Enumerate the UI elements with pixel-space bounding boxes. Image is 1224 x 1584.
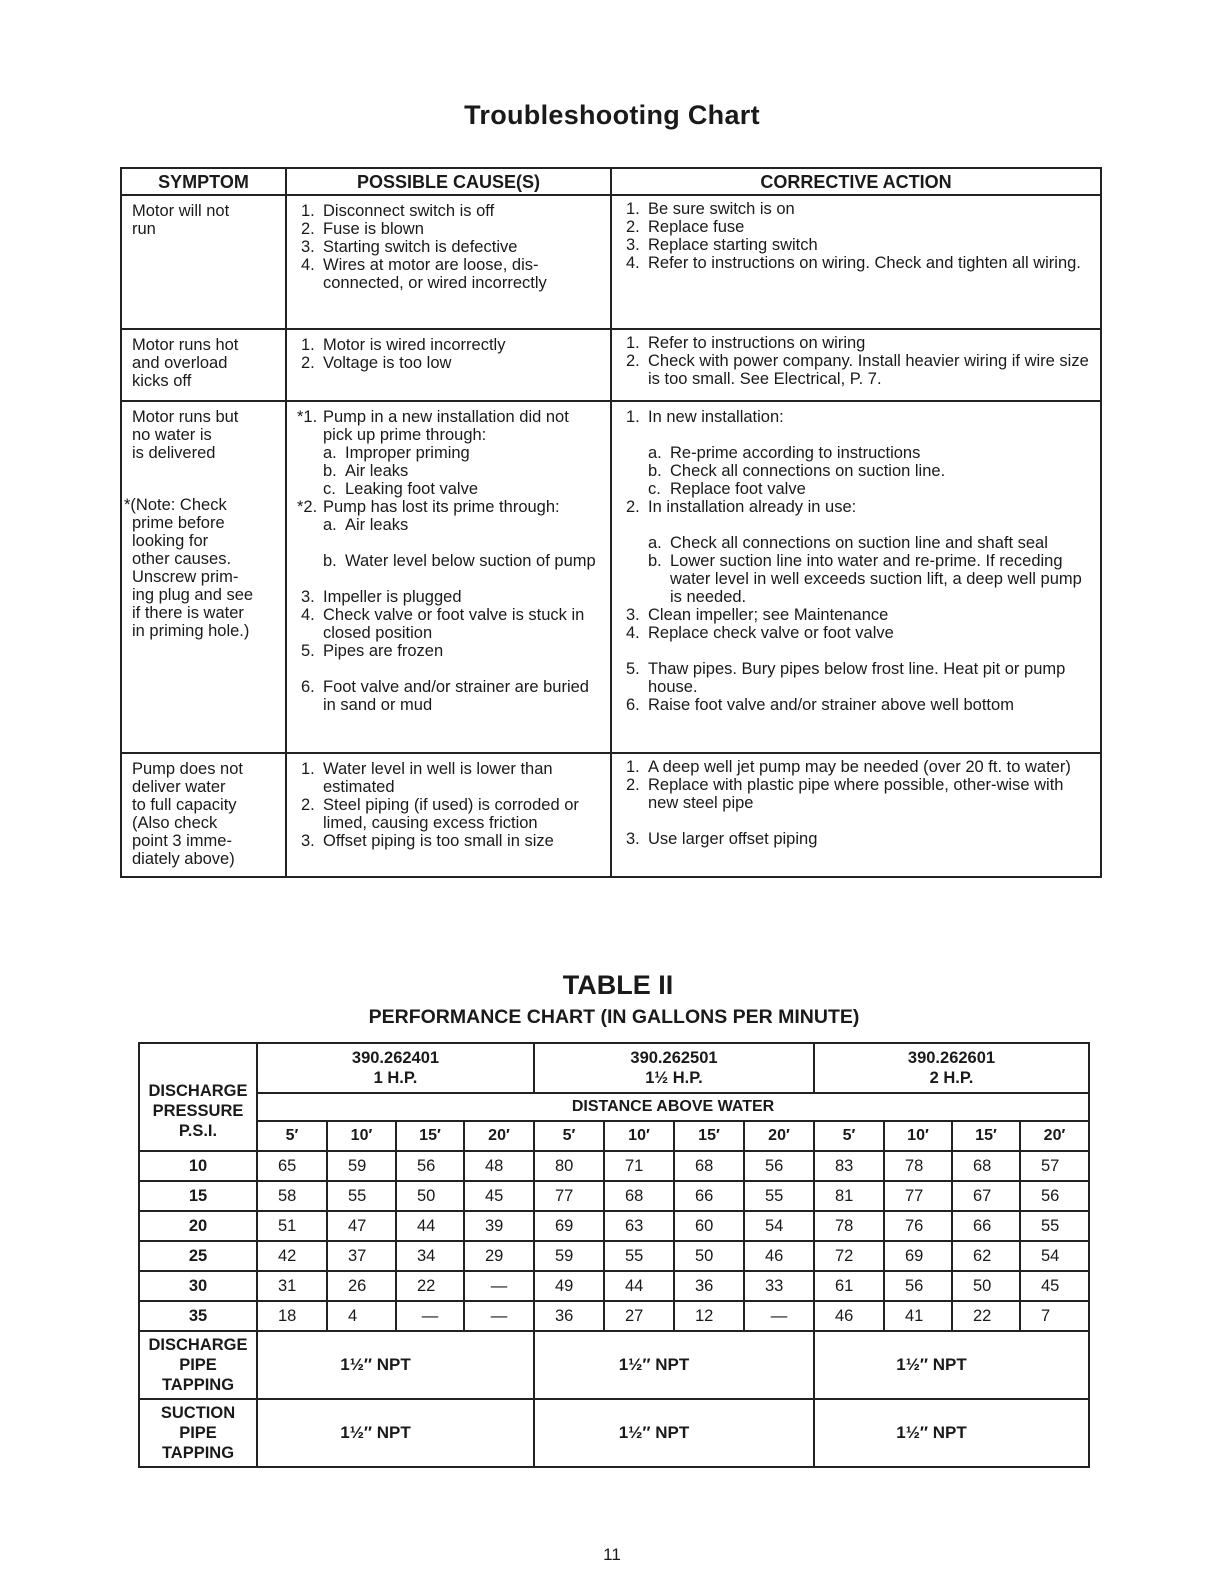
item-text: Replace fuse xyxy=(648,218,745,236)
distance-header: 15′ xyxy=(952,1121,1020,1151)
list-item xyxy=(626,200,1092,218)
distance-row xyxy=(139,1121,1089,1151)
gpm-cell: 59 xyxy=(534,1241,604,1271)
distance-label-row xyxy=(139,1093,1089,1121)
distance-header: 20′ xyxy=(744,1121,814,1151)
table-row xyxy=(121,195,1101,329)
suction-tapping-row-label xyxy=(139,1399,257,1467)
model-number: 390.262401 xyxy=(351,1049,440,1067)
gpm-cell: 68 xyxy=(674,1151,744,1181)
gpm-cell: 34 xyxy=(396,1241,464,1271)
item-number: 1. xyxy=(301,202,315,220)
note xyxy=(124,496,277,640)
symptom-cell xyxy=(121,753,286,877)
item-number: 5. xyxy=(301,642,315,660)
actions-cell xyxy=(611,753,1101,877)
table-row xyxy=(139,1271,1089,1301)
item-text: Replace foot valve xyxy=(670,480,806,498)
header-actions: CORRECTIVE ACTION xyxy=(611,168,1101,195)
note-line: ing plug and see xyxy=(132,586,254,604)
list-item xyxy=(626,606,1092,624)
item-number: 1. xyxy=(626,758,640,776)
item-letter: c. xyxy=(648,480,661,498)
item-number: 3. xyxy=(626,830,640,848)
list-item xyxy=(301,354,602,372)
gpm-cell: 41 xyxy=(884,1301,952,1331)
symptom-line: to full capacity xyxy=(132,796,237,814)
page-number: 11 xyxy=(603,1545,621,1564)
gpm-cell: 56 xyxy=(1020,1181,1089,1211)
symptom-line: Motor runs but xyxy=(132,408,239,426)
list-item xyxy=(301,238,602,256)
item-text: Check all connections on suction line and shaft seal xyxy=(670,534,1048,552)
distance-header: 15′ xyxy=(396,1121,464,1151)
model-hp: 2 H.P. xyxy=(929,1069,974,1087)
item-text: Refer to instructions on wiring xyxy=(648,334,866,352)
tapping-size: 1½″ NPT xyxy=(257,1399,534,1467)
gpm-cell: 42 xyxy=(257,1241,327,1271)
item-text: Replace starting switch xyxy=(648,236,818,254)
item-text: In new installation: xyxy=(648,408,784,426)
gpm-cell: 51 xyxy=(257,1211,327,1241)
model-header-row xyxy=(139,1043,1089,1093)
item-number: 1. xyxy=(626,334,640,352)
symptom-line: run xyxy=(132,220,156,238)
gpm-cell: 12 xyxy=(674,1301,744,1331)
tapping-size: 1½″ NPT xyxy=(814,1331,1089,1399)
item-number: 3. xyxy=(626,236,640,254)
distance-header: 10′ xyxy=(327,1121,396,1151)
list-item xyxy=(297,588,602,606)
distance-header: 10′ xyxy=(884,1121,952,1151)
gpm-cell: 29 xyxy=(464,1241,534,1271)
gpm-cell: 77 xyxy=(534,1181,604,1211)
item-text: Refer to instructions on wiring. Check and tighten all wiring. xyxy=(648,254,1081,272)
gpm-cell: 46 xyxy=(814,1301,884,1331)
gpm-cell: 36 xyxy=(674,1271,744,1301)
gpm-cell: — xyxy=(744,1301,814,1331)
label-line: TAPPING xyxy=(161,1376,235,1394)
distance-header: 15′ xyxy=(674,1121,744,1151)
table-row xyxy=(139,1151,1089,1181)
gpm-cell: 31 xyxy=(257,1271,327,1301)
item-text: Use larger offset piping xyxy=(648,830,818,848)
model-header xyxy=(534,1043,814,1093)
symptom-line: is delivered xyxy=(132,444,216,462)
tapping-size: 1½″ NPT xyxy=(257,1331,534,1399)
gpm-cell: 22 xyxy=(396,1271,464,1301)
symptom-cell xyxy=(121,401,286,753)
gpm-cell: 54 xyxy=(1020,1241,1089,1271)
gpm-cell: — xyxy=(464,1271,534,1301)
table-row xyxy=(139,1241,1089,1271)
item-text: Voltage is too low xyxy=(323,354,452,372)
list-item xyxy=(301,832,602,850)
label-line: TAPPING xyxy=(161,1444,235,1462)
distance-header: 5′ xyxy=(257,1121,327,1151)
gpm-cell: 44 xyxy=(604,1271,674,1301)
list-item xyxy=(301,256,602,292)
gpm-cell: 56 xyxy=(884,1271,952,1301)
item-letter: a. xyxy=(648,444,662,462)
gpm-cell: 44 xyxy=(396,1211,464,1241)
item-text: Check valve or foot valve is stuck in closed position xyxy=(323,606,585,642)
gpm-cell: 81 xyxy=(814,1181,884,1211)
symptom-line: diately above) xyxy=(132,850,235,868)
item-number: 4. xyxy=(626,624,640,642)
note-line: Unscrew prim- xyxy=(132,568,239,586)
psi-cell: 25 xyxy=(139,1241,257,1271)
gpm-cell: 58 xyxy=(257,1181,327,1211)
item-number: 6. xyxy=(626,696,640,714)
item-text: Offset piping is too small in size xyxy=(323,832,554,850)
item-text: Pump in a new installation did not pick up prime through: xyxy=(323,408,569,444)
list-item xyxy=(626,408,1092,426)
table-header-row xyxy=(121,168,1101,195)
item-text: A deep well jet pump may be needed (over 20 ft. to water) xyxy=(648,758,1071,776)
list-item xyxy=(626,624,1092,642)
gpm-cell: 66 xyxy=(674,1181,744,1211)
item-text: Disconnect switch is off xyxy=(323,202,495,220)
suction-tapping-row xyxy=(139,1399,1089,1467)
distance-header: 20′ xyxy=(1020,1121,1089,1151)
gpm-cell: 48 xyxy=(464,1151,534,1181)
item-text: Water level in well is lower than estimated xyxy=(323,760,553,796)
item-text: Air leaks xyxy=(345,462,409,480)
gpm-cell: 63 xyxy=(604,1211,674,1241)
list-item xyxy=(626,660,1092,696)
header-symptom: SYMPTOM xyxy=(121,168,286,195)
sub-item xyxy=(297,480,602,498)
symptom-line: Motor runs hot xyxy=(132,336,239,354)
item-number: 2. xyxy=(301,354,315,372)
model-hp: 1 H.P. xyxy=(373,1069,418,1087)
distance-label: DISTANCE ABOVE WATER xyxy=(257,1093,1089,1121)
item-number: 1. xyxy=(301,760,315,778)
model-hp: 1½ H.P. xyxy=(645,1069,703,1087)
sub-item xyxy=(297,444,602,462)
item-number: *1. xyxy=(297,408,318,426)
item-number: 4. xyxy=(301,606,315,624)
item-letter: b. xyxy=(648,462,662,480)
symptom-line: deliver water xyxy=(132,778,226,796)
causes-cell xyxy=(286,329,611,401)
symptom-line: (Also check xyxy=(132,814,218,832)
gpm-cell: 46 xyxy=(744,1241,814,1271)
gpm-cell: — xyxy=(464,1301,534,1331)
psi-cell: 15 xyxy=(139,1181,257,1211)
item-text: Fuse is blown xyxy=(323,220,424,238)
item-letter: a. xyxy=(323,444,337,462)
sub-item xyxy=(626,444,1092,462)
item-number: 4. xyxy=(301,256,315,274)
note-line: *(Note: Check xyxy=(124,496,227,514)
symptom-line: point 3 imme- xyxy=(132,832,232,850)
gpm-cell: 37 xyxy=(327,1241,396,1271)
item-letter: c. xyxy=(323,480,336,498)
gpm-cell: 76 xyxy=(884,1211,952,1241)
list-item xyxy=(297,606,602,642)
item-number: 1. xyxy=(301,336,315,354)
item-number: 2. xyxy=(626,352,640,370)
list-item xyxy=(301,796,602,832)
item-number: 2. xyxy=(301,220,315,238)
gpm-cell: 50 xyxy=(674,1241,744,1271)
pressure-label-line: P.S.I. xyxy=(178,1122,218,1140)
list-item xyxy=(626,218,1092,236)
symptom-cell xyxy=(121,195,286,329)
item-text: Impeller is plugged xyxy=(323,588,462,606)
gpm-cell: 22 xyxy=(952,1301,1020,1331)
gpm-cell: 49 xyxy=(534,1271,604,1301)
model-number: 390.262601 xyxy=(907,1049,996,1067)
causes-cell xyxy=(286,401,611,753)
item-text: Check with power company. Install heavier wiring if wire size is too small. See Electrical, P. 7. xyxy=(648,352,1089,388)
symptom-line: and overload xyxy=(132,354,228,372)
item-number: 2. xyxy=(626,218,640,236)
model-number: 390.262501 xyxy=(630,1049,718,1067)
list-item xyxy=(301,202,602,220)
gpm-cell: — xyxy=(396,1301,464,1331)
item-text: Check all connections on suction line. xyxy=(670,462,946,480)
note-line: if there is water xyxy=(132,604,244,622)
symptom-line: kicks off xyxy=(132,372,192,390)
gpm-cell: 67 xyxy=(952,1181,1020,1211)
item-text: In installation already in use: xyxy=(648,498,857,516)
gpm-cell: 45 xyxy=(1020,1271,1089,1301)
gpm-cell: 68 xyxy=(604,1181,674,1211)
list-item xyxy=(301,760,602,796)
item-text: Raise foot valve and/or strainer above well bottom xyxy=(648,696,1014,714)
gpm-cell: 55 xyxy=(604,1241,674,1271)
gpm-cell: 78 xyxy=(814,1211,884,1241)
performance-table xyxy=(138,1042,1090,1468)
note-line: in priming hole.) xyxy=(132,622,250,640)
note-line: looking for xyxy=(132,532,209,550)
list-item xyxy=(626,830,1092,848)
list-item xyxy=(626,254,1092,272)
item-number: 1. xyxy=(626,408,640,426)
table-row xyxy=(121,329,1101,401)
gpm-cell: 62 xyxy=(952,1241,1020,1271)
gpm-cell: 55 xyxy=(327,1181,396,1211)
pressure-label-line: DISCHARGE xyxy=(148,1082,248,1100)
table2-title: TABLE II xyxy=(562,970,674,1000)
discharge-tapping-row xyxy=(139,1331,1089,1399)
gpm-cell: 55 xyxy=(1020,1211,1089,1241)
table-row xyxy=(139,1301,1089,1331)
sub-item xyxy=(297,552,602,570)
gpm-cell: 56 xyxy=(396,1151,464,1181)
item-number: 2. xyxy=(626,498,640,516)
distance-header: 5′ xyxy=(814,1121,884,1151)
actions-cell xyxy=(611,401,1101,753)
gpm-cell: 27 xyxy=(604,1301,674,1331)
model-header xyxy=(257,1043,534,1093)
actions-cell xyxy=(611,329,1101,401)
item-text: Re-prime according to instructions xyxy=(670,444,921,462)
item-letter: a. xyxy=(648,534,662,552)
gpm-cell: 69 xyxy=(534,1211,604,1241)
item-text: Be sure switch is on xyxy=(648,200,795,218)
distance-header: 20′ xyxy=(464,1121,534,1151)
sub-item xyxy=(626,462,1092,480)
item-text: Water level below suction of pump xyxy=(345,552,596,570)
troubleshooting-table xyxy=(120,167,1102,878)
gpm-cell: 69 xyxy=(884,1241,952,1271)
psi-cell: 10 xyxy=(139,1151,257,1181)
sub-item xyxy=(626,552,1092,606)
distance-header: 10′ xyxy=(604,1121,674,1151)
gpm-cell: 55 xyxy=(744,1181,814,1211)
list-item xyxy=(626,758,1092,776)
pressure-label-line: PRESSURE xyxy=(152,1102,244,1120)
gpm-cell: 72 xyxy=(814,1241,884,1271)
note-line: prime before xyxy=(132,514,225,532)
list-item xyxy=(626,696,1092,714)
gpm-cell: 83 xyxy=(814,1151,884,1181)
sub-item xyxy=(626,480,1092,498)
item-text: Clean impeller; see Maintenance xyxy=(648,606,889,624)
sub-item xyxy=(626,534,1092,552)
sub-item xyxy=(297,516,602,534)
list-item xyxy=(626,236,1092,254)
item-letter: b. xyxy=(323,462,337,480)
gpm-cell: 4 xyxy=(327,1301,396,1331)
item-text: Steel piping (if used) is corroded or limed, causing excess friction xyxy=(323,796,579,832)
gpm-cell: 77 xyxy=(884,1181,952,1211)
gpm-cell: 54 xyxy=(744,1211,814,1241)
tapping-size: 1½″ NPT xyxy=(814,1399,1089,1467)
actions-cell xyxy=(611,195,1101,329)
item-text: Foot valve and/or strainer are buried in sand or mud xyxy=(323,678,589,714)
tapping-size: 1½″ NPT xyxy=(534,1331,814,1399)
list-item xyxy=(297,498,602,516)
psi-cell: 20 xyxy=(139,1211,257,1241)
label-line: PIPE xyxy=(179,1356,217,1374)
gpm-cell: 80 xyxy=(534,1151,604,1181)
item-number: 5. xyxy=(626,660,640,678)
discharge-tapping-row-label xyxy=(139,1331,257,1399)
pressure-label-cell xyxy=(139,1043,257,1151)
list-item xyxy=(297,408,602,444)
gpm-cell: 59 xyxy=(327,1151,396,1181)
item-text: Air leaks xyxy=(345,516,409,534)
list-item xyxy=(626,498,1092,516)
gpm-cell: 26 xyxy=(327,1271,396,1301)
gpm-cell: 7 xyxy=(1020,1301,1089,1331)
gpm-cell: 65 xyxy=(257,1151,327,1181)
symptom-cell xyxy=(121,329,286,401)
item-text: Motor is wired incorrectly xyxy=(323,336,506,354)
item-text: Replace with plastic pipe where possible, other-wise with new steel pipe xyxy=(648,776,1064,812)
item-text: Starting switch is defective xyxy=(323,238,518,256)
psi-cell: 30 xyxy=(139,1271,257,1301)
item-number: 3. xyxy=(301,588,315,606)
gpm-cell: 18 xyxy=(257,1301,327,1331)
label-line: SUCTION xyxy=(160,1404,236,1422)
item-text: Pump has lost its prime through: xyxy=(323,498,560,516)
item-text: Thaw pipes. Bury pipes below frost line. Heat pit or pump house. xyxy=(648,660,1066,696)
table2-subtitle: PERFORMANCE CHART (IN GALLONS PER MINUTE) xyxy=(368,1006,860,1028)
symptom-line: Pump does not xyxy=(132,760,243,778)
table-row xyxy=(121,401,1101,753)
item-number: 2. xyxy=(626,776,640,794)
list-item xyxy=(301,220,602,238)
item-text: Pipes are frozen xyxy=(323,642,444,660)
gpm-cell: 36 xyxy=(534,1301,604,1331)
item-text: Replace check valve or foot valve xyxy=(648,624,894,642)
gpm-cell: 61 xyxy=(814,1271,884,1301)
distance-header: 5′ xyxy=(534,1121,604,1151)
table-row xyxy=(139,1211,1089,1241)
symptom-line: no water is xyxy=(132,426,212,444)
gpm-cell: 50 xyxy=(952,1271,1020,1301)
causes-cell xyxy=(286,195,611,329)
item-number: 3. xyxy=(626,606,640,624)
gpm-cell: 47 xyxy=(327,1211,396,1241)
gpm-cell: 56 xyxy=(744,1151,814,1181)
item-number: 3. xyxy=(301,832,315,850)
item-text: Wires at motor are loose, dis-connected, or wired incorrectly xyxy=(323,256,547,292)
list-item xyxy=(626,776,1092,812)
item-number: 6. xyxy=(301,678,315,696)
item-text: Improper priming xyxy=(345,444,470,462)
item-text: Lower suction line into water and re-prime. If receding water level in well exceeds suction lift, a deep well pump is needed. xyxy=(670,552,1082,606)
label-line: PIPE xyxy=(179,1424,217,1442)
list-item xyxy=(297,678,602,714)
item-letter: a. xyxy=(323,516,337,534)
list-item xyxy=(626,334,1092,352)
causes-cell xyxy=(286,753,611,877)
gpm-cell: 33 xyxy=(744,1271,814,1301)
sub-item xyxy=(297,462,602,480)
gpm-cell: 68 xyxy=(952,1151,1020,1181)
gpm-cell: 39 xyxy=(464,1211,534,1241)
table-row xyxy=(139,1181,1089,1211)
item-number: 4. xyxy=(626,254,640,272)
symptom-line: Motor will not xyxy=(132,202,230,220)
item-letter: b. xyxy=(323,552,337,570)
psi-cell: 35 xyxy=(139,1301,257,1331)
gpm-cell: 57 xyxy=(1020,1151,1089,1181)
gpm-cell: 60 xyxy=(674,1211,744,1241)
gpm-cell: 66 xyxy=(952,1211,1020,1241)
gpm-cell: 50 xyxy=(396,1181,464,1211)
item-letter: b. xyxy=(648,552,662,570)
tapping-size: 1½″ NPT xyxy=(534,1399,814,1467)
item-number: *2. xyxy=(297,498,318,516)
header-causes: POSSIBLE CAUSE(S) xyxy=(286,168,611,195)
item-number: 2. xyxy=(301,796,315,814)
item-number: 1. xyxy=(626,200,640,218)
table-row xyxy=(121,753,1101,877)
gpm-cell: 78 xyxy=(884,1151,952,1181)
list-item xyxy=(301,336,602,354)
gpm-cell: 71 xyxy=(604,1151,674,1181)
label-line: DISCHARGE xyxy=(148,1336,248,1354)
troubleshooting-title: Troubleshooting Chart xyxy=(464,100,760,130)
list-item xyxy=(626,352,1092,388)
item-number: 3. xyxy=(301,238,315,256)
note-line: other causes. xyxy=(132,550,232,568)
gpm-cell: 45 xyxy=(464,1181,534,1211)
model-header xyxy=(814,1043,1089,1093)
item-text: Leaking foot valve xyxy=(345,480,479,498)
list-item xyxy=(297,642,602,660)
